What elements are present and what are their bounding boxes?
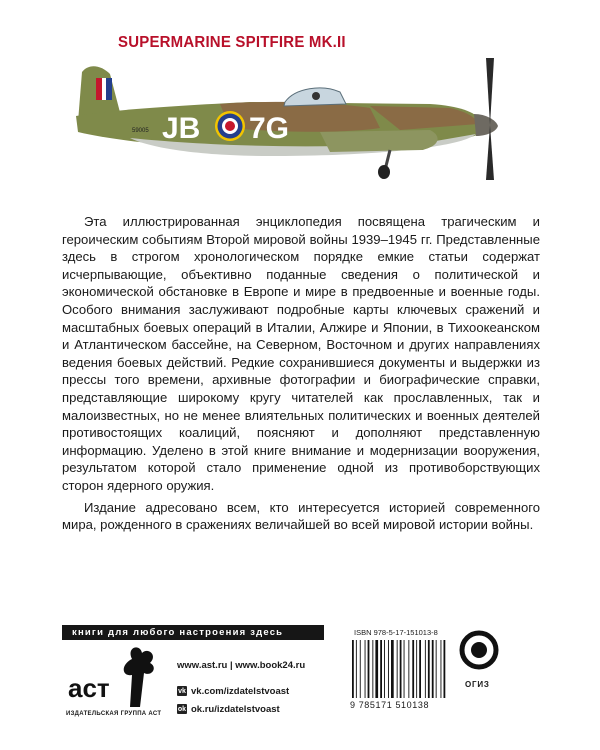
- barcode-bar: [388, 640, 389, 698]
- fin-flash-white: [102, 78, 106, 100]
- spinner: [474, 114, 498, 136]
- ogiz-center: [471, 642, 487, 658]
- spitfire-illustration: [70, 52, 530, 182]
- roundel-red: [225, 121, 235, 131]
- imprint-name: ОГИЗ: [465, 680, 490, 689]
- barcode-bar: [365, 640, 366, 698]
- social-link-text: ok.ru/izdatelstvoast: [191, 703, 280, 715]
- barcode-bar: [436, 640, 437, 698]
- ogiz-logo-icon: [459, 630, 499, 670]
- barcode-bar: [400, 640, 402, 698]
- barcode-bar: [368, 640, 370, 698]
- ok-icon: ok: [177, 705, 187, 713]
- description-paragraph-2: Издание адресовано всем, кто интересуется историей современного мира, рожденного в сражениях величайшей во всей мировой истории войны.: [62, 499, 540, 533]
- barcode-bar: [408, 640, 409, 698]
- barcode-bar: [432, 640, 434, 698]
- wing: [320, 130, 438, 152]
- barcode: [350, 640, 452, 700]
- fin-flash-blue: [106, 78, 112, 100]
- barcode-bar: [352, 640, 354, 698]
- barcode-bar: [375, 640, 378, 698]
- barcode-bar: [419, 640, 421, 698]
- barcode-bar: [404, 640, 405, 698]
- barcode-bar: [380, 640, 382, 698]
- book-description: [62, 213, 540, 534]
- barcode-bar: [412, 640, 414, 698]
- ast-logo: [66, 645, 176, 717]
- barcode-digits: 9 785171 510138: [350, 700, 430, 710]
- social-link-text: vk.com/izdatelstvoast: [191, 685, 290, 697]
- barcode-bar: [425, 640, 426, 698]
- barcode-bar: [356, 640, 357, 698]
- barcode-bar: [416, 640, 417, 698]
- publisher-name: ИЗДАТЕЛЬСКАЯ ГРУППА АСТ: [66, 711, 162, 717]
- cover-title: SUPERMARINE SPITFIRE MK.II: [118, 33, 346, 52]
- barcode-bar: [441, 640, 442, 698]
- isbn: ISBN 978-5-17-151013-8: [354, 628, 438, 637]
- social-links: [177, 684, 289, 720]
- ast-logo-text: аст: [68, 673, 110, 703]
- aircraft-code-right: 7G: [249, 112, 290, 145]
- pilot-head: [312, 92, 320, 100]
- ast-logo-figure: [124, 647, 154, 707]
- social-link-ok[interactable]: [177, 702, 289, 716]
- fin-flash-red: [96, 78, 102, 100]
- social-link-vk[interactable]: [177, 684, 289, 698]
- description-paragraph-1: Эта иллюстрированная энциклопедия посвящена трагическим и героическим событиям Второй мировой войны 1939–1945 гг. Представленные здесь в строгом хронологическом порядке емкие статьи содержат исчерпывающие, объективно поданные сведения о политической и экономической обстановке в Европе и мире в предвоенные и военные годы. Особого внимания заслуживают подробные карты ключевых сражений и масштабных боевых операций в Италии, Алжире и Японии, в Тихоокеанском и Атлантическом бассейне, на Северном, Восточном и других направлениях ведения боевых действий. Редкие сохранившиеся документы и выдержки из прессы того времени, архивные фотографии и биографические справки, представляющие широкому кругу читателей как прославленных, так и малоизвестных, но не менее влиятельных политических и военных деятелей противостоящих коалиций, поясняют и дополняют представленную информацию. Уделено в этой книге внимание и модернизации вооружения, результатом которой стало применение одной из противоборствующих сторон ядерного оружия.: [62, 214, 540, 493]
- propeller-blade-top: [486, 58, 494, 125]
- aircraft-code-left: JB: [162, 112, 201, 145]
- barcode-bar: [428, 640, 430, 698]
- barcode-bar: [384, 640, 385, 698]
- vk-icon: vk: [178, 687, 186, 695]
- barcode-bar: [360, 640, 361, 698]
- aircraft-serial: 59005: [132, 128, 149, 134]
- barcode-bar: [397, 640, 398, 698]
- barcode-bar: [444, 640, 446, 698]
- tagline-banner: книги для любого настроения здесь: [62, 625, 324, 640]
- barcode-bar: [391, 640, 394, 698]
- barcode-bar: [372, 640, 373, 698]
- websites: www.ast.ru | www.book24.ru: [177, 660, 306, 671]
- landing-gear-wheel: [378, 165, 390, 179]
